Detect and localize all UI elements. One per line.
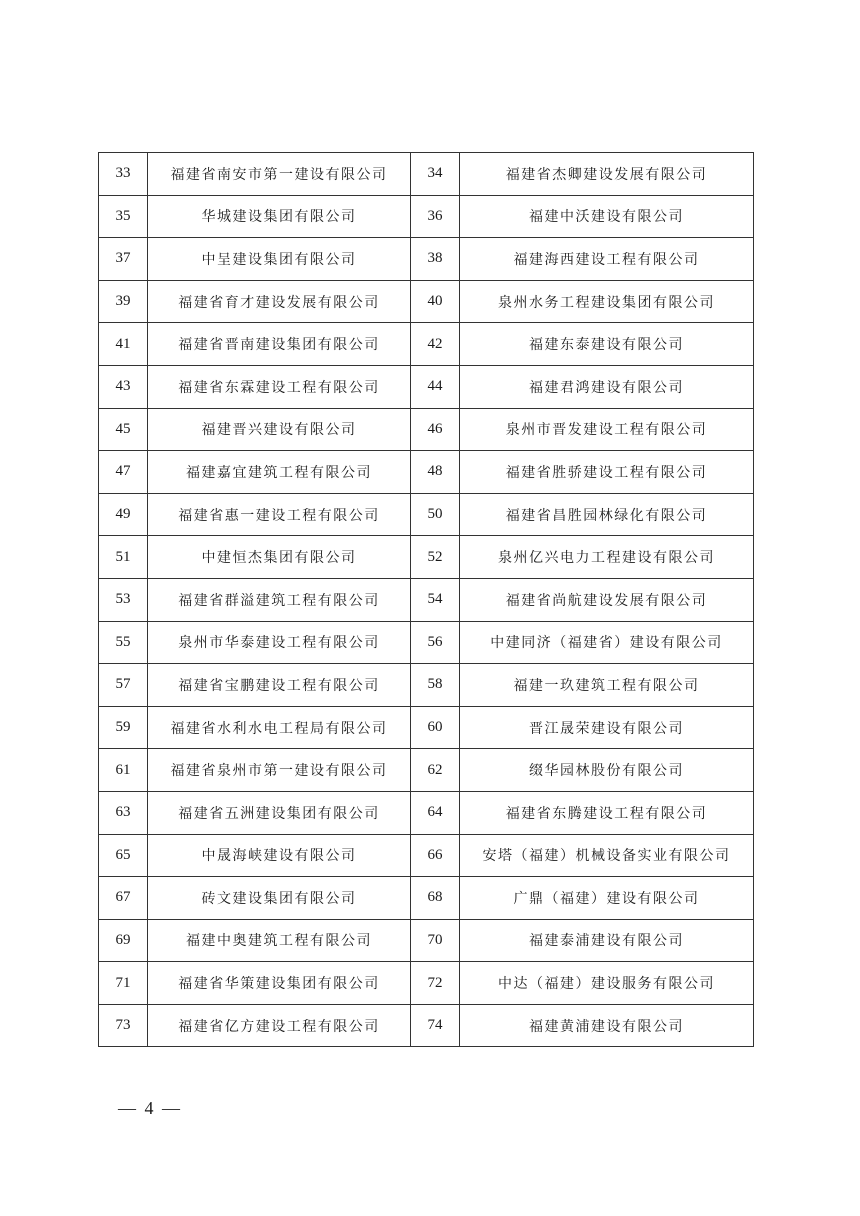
table-row xyxy=(99,280,754,323)
table-row xyxy=(99,195,754,238)
company-name: 晋江晟荣建设有限公司 xyxy=(460,706,754,749)
company-name: 中建恒杰集团有限公司 xyxy=(148,536,411,579)
row-number: 74 xyxy=(411,1004,460,1047)
company-name: 福建省胜骄建设工程有限公司 xyxy=(460,451,754,494)
row-number: 56 xyxy=(411,621,460,664)
company-name: 福建海西建设工程有限公司 xyxy=(460,238,754,281)
row-number: 69 xyxy=(99,919,148,962)
company-name: 福建省育才建设发展有限公司 xyxy=(148,280,411,323)
company-name: 福建省尚航建设发展有限公司 xyxy=(460,578,754,621)
table-row xyxy=(99,791,754,834)
company-name: 砖文建设集团有限公司 xyxy=(148,877,411,920)
table-row xyxy=(99,1004,754,1047)
row-number: 49 xyxy=(99,493,148,536)
row-number: 71 xyxy=(99,962,148,1005)
company-name: 福建省晋南建设集团有限公司 xyxy=(148,323,411,366)
company-name: 中晟海峡建设有限公司 xyxy=(148,834,411,877)
row-number: 59 xyxy=(99,706,148,749)
row-number: 70 xyxy=(411,919,460,962)
row-number: 47 xyxy=(99,451,148,494)
company-name: 福建东泰建设有限公司 xyxy=(460,323,754,366)
row-number: 35 xyxy=(99,195,148,238)
row-number: 43 xyxy=(99,365,148,408)
company-name: 福建省昌胜园林绿化有限公司 xyxy=(460,493,754,536)
row-number: 57 xyxy=(99,664,148,707)
company-name: 华城建设集团有限公司 xyxy=(148,195,411,238)
row-number: 42 xyxy=(411,323,460,366)
page-number: — 4 — xyxy=(118,1098,182,1118)
row-number: 73 xyxy=(99,1004,148,1047)
row-number: 54 xyxy=(411,578,460,621)
row-number: 62 xyxy=(411,749,460,792)
table-row xyxy=(99,451,754,494)
row-number: 53 xyxy=(99,578,148,621)
company-list-table xyxy=(98,152,754,1047)
row-number: 38 xyxy=(411,238,460,281)
row-number: 67 xyxy=(99,877,148,920)
row-number: 61 xyxy=(99,749,148,792)
table-row xyxy=(99,706,754,749)
company-name: 福建黄浦建设有限公司 xyxy=(460,1004,754,1047)
table-row xyxy=(99,536,754,579)
row-number: 66 xyxy=(411,834,460,877)
row-number: 52 xyxy=(411,536,460,579)
table-row xyxy=(99,877,754,920)
company-name: 福建省五洲建设集团有限公司 xyxy=(148,791,411,834)
table-row xyxy=(99,408,754,451)
company-name: 福建一玖建筑工程有限公司 xyxy=(460,664,754,707)
company-name: 福建省群溢建筑工程有限公司 xyxy=(148,578,411,621)
row-number: 63 xyxy=(99,791,148,834)
row-number: 39 xyxy=(99,280,148,323)
row-number: 68 xyxy=(411,877,460,920)
row-number: 40 xyxy=(411,280,460,323)
row-number: 34 xyxy=(411,153,460,196)
row-number: 60 xyxy=(411,706,460,749)
company-name: 福建省东腾建设工程有限公司 xyxy=(460,791,754,834)
company-name: 缀华园林股份有限公司 xyxy=(460,749,754,792)
company-name: 福建君鸿建设有限公司 xyxy=(460,365,754,408)
table-row xyxy=(99,621,754,664)
table-row xyxy=(99,493,754,536)
row-number: 45 xyxy=(99,408,148,451)
company-list-body xyxy=(99,153,754,1047)
company-name: 福建省华策建设集团有限公司 xyxy=(148,962,411,1005)
company-name: 福建中沃建设有限公司 xyxy=(460,195,754,238)
table-row xyxy=(99,664,754,707)
table-row xyxy=(99,323,754,366)
company-name: 福建泰浦建设有限公司 xyxy=(460,919,754,962)
row-number: 41 xyxy=(99,323,148,366)
company-name: 中呈建设集团有限公司 xyxy=(148,238,411,281)
table-row xyxy=(99,834,754,877)
row-number: 33 xyxy=(99,153,148,196)
table-row xyxy=(99,962,754,1005)
row-number: 50 xyxy=(411,493,460,536)
row-number: 44 xyxy=(411,365,460,408)
row-number: 51 xyxy=(99,536,148,579)
row-number: 46 xyxy=(411,408,460,451)
row-number: 58 xyxy=(411,664,460,707)
company-name: 中达（福建）建设服务有限公司 xyxy=(460,962,754,1005)
row-number: 64 xyxy=(411,791,460,834)
row-number: 36 xyxy=(411,195,460,238)
company-name: 福建中奥建筑工程有限公司 xyxy=(148,919,411,962)
company-name: 福建省惠一建设工程有限公司 xyxy=(148,493,411,536)
company-name: 广鼎（福建）建设有限公司 xyxy=(460,877,754,920)
company-name: 福建省宝鹏建设工程有限公司 xyxy=(148,664,411,707)
table-row xyxy=(99,749,754,792)
company-name: 福建省杰卿建设发展有限公司 xyxy=(460,153,754,196)
company-name: 福建晋兴建设有限公司 xyxy=(148,408,411,451)
company-name: 福建省东霖建设工程有限公司 xyxy=(148,365,411,408)
company-name: 安塔（福建）机械设备实业有限公司 xyxy=(460,834,754,877)
company-name: 泉州水务工程建设集团有限公司 xyxy=(460,280,754,323)
table-row xyxy=(99,578,754,621)
company-name: 福建省亿方建设工程有限公司 xyxy=(148,1004,411,1047)
company-name: 泉州市晋发建设工程有限公司 xyxy=(460,408,754,451)
company-name: 福建省泉州市第一建设有限公司 xyxy=(148,749,411,792)
table-row xyxy=(99,919,754,962)
table-row xyxy=(99,238,754,281)
company-name: 福建省水利水电工程局有限公司 xyxy=(148,706,411,749)
company-name: 福建嘉宜建筑工程有限公司 xyxy=(148,451,411,494)
row-number: 48 xyxy=(411,451,460,494)
company-name: 泉州市华泰建设工程有限公司 xyxy=(148,621,411,664)
row-number: 55 xyxy=(99,621,148,664)
company-name: 泉州亿兴电力工程建设有限公司 xyxy=(460,536,754,579)
row-number: 65 xyxy=(99,834,148,877)
company-name: 福建省南安市第一建设有限公司 xyxy=(148,153,411,196)
table-row xyxy=(99,365,754,408)
company-name: 中建同济（福建省）建设有限公司 xyxy=(460,621,754,664)
table-row xyxy=(99,153,754,196)
row-number: 37 xyxy=(99,238,148,281)
row-number: 72 xyxy=(411,962,460,1005)
